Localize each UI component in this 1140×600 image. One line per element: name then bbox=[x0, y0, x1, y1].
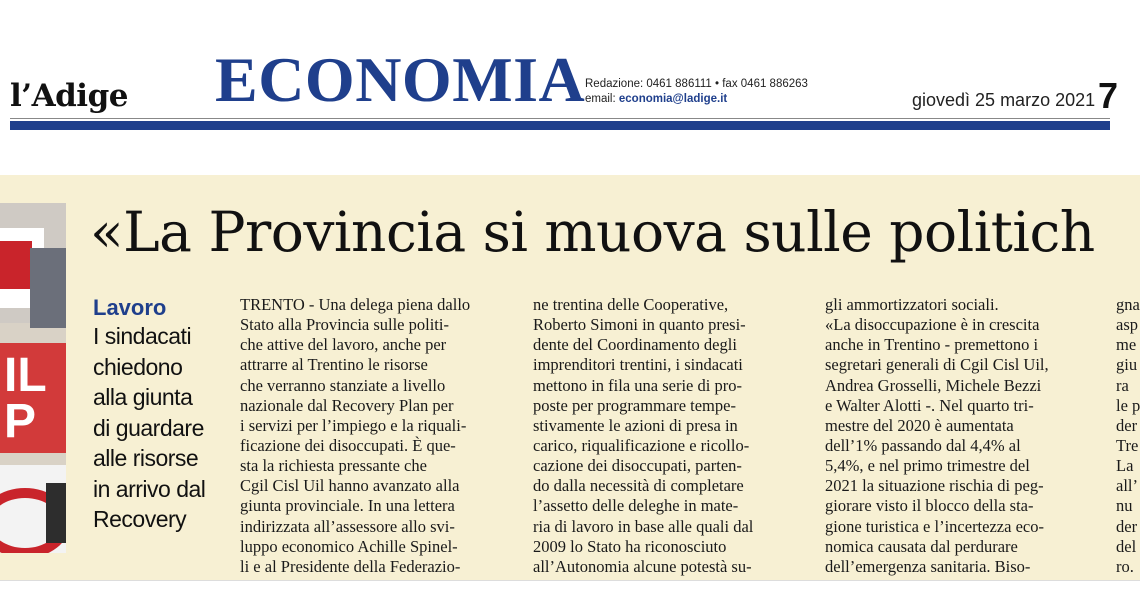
body-text-line: dell’1% passando dal 4,4% al bbox=[825, 435, 1021, 455]
body-column-1 bbox=[240, 295, 515, 577]
article bbox=[0, 175, 1140, 580]
body-text-line: i servizi per l’impiego e la riquali- bbox=[240, 415, 467, 435]
body-text-line: 5,4%, e nel primo trimestre del bbox=[825, 456, 1030, 476]
body-text-line: ficazione dei disoccupati. È que- bbox=[240, 435, 456, 455]
body-text-line: gna bbox=[1116, 295, 1140, 314]
body-text-line: Cgil Cisl Uil hanno avanzato alla bbox=[240, 476, 460, 496]
body-text-line: mestre del 2020 è aumentata bbox=[825, 415, 1014, 435]
body-text-line: anche in Trentino - premettono i bbox=[825, 335, 1039, 355]
body-text-line: Tre bbox=[1116, 435, 1139, 455]
article-subhead bbox=[93, 321, 228, 535]
section-title: ECONOMIA bbox=[215, 44, 586, 115]
body-text-line: 2009 lo Stato ha riconosciuto bbox=[533, 536, 727, 556]
body-text-line: gli ammortizzatori sociali. bbox=[825, 295, 999, 314]
header-rule-thick bbox=[10, 121, 1110, 130]
body-text-line: TRENTO - Una delega piena dallo bbox=[240, 295, 471, 314]
body-text-line: giorare visto il blocco della sta- bbox=[825, 496, 1034, 516]
bottom-divider bbox=[0, 580, 1140, 581]
body-text-line: li e al Presidente della Federazio- bbox=[240, 556, 461, 576]
body-text-line: che verranno stanziate a livello bbox=[240, 375, 446, 395]
body-text-line: dente del Coordinamento degli bbox=[533, 335, 737, 355]
body-text-line: le p bbox=[1116, 395, 1140, 415]
body-text-line: imprenditori trentini, i sindacati bbox=[533, 355, 743, 375]
body-text-line: carico, riqualificazione e ricollo- bbox=[533, 435, 750, 455]
body-text-line: Stato alla Provincia sulle politi- bbox=[240, 315, 449, 335]
body-text-line: ra bbox=[1116, 375, 1129, 395]
body-column-4 bbox=[1116, 295, 1140, 577]
page-number: 7 bbox=[1098, 75, 1119, 116]
body-text-line: giunta provinciale. In una lettera bbox=[240, 496, 455, 516]
contact-info bbox=[585, 77, 808, 107]
body-text-line: La bbox=[1116, 456, 1134, 476]
body-text-line: gione turistica e l’incertezza eco- bbox=[825, 516, 1044, 536]
body-text-line: ria di lavoro in base alle quali dal bbox=[533, 516, 754, 536]
body-text-line: der bbox=[1116, 516, 1138, 536]
email-link[interactable]: economia@ladige.it bbox=[618, 93, 728, 105]
body-text-line: me bbox=[1116, 335, 1137, 355]
article-kicker: Lavoro bbox=[93, 295, 167, 320]
body-text-line: do dalla necessità di completare bbox=[533, 476, 744, 496]
body-text-line: Andrea Grosselli, Michele Bezzi bbox=[825, 375, 1042, 395]
body-text-line: ne trentina delle Cooperative, bbox=[533, 295, 729, 314]
body-text-line: sta la richiesta pressante che bbox=[240, 456, 427, 476]
body-column-2 bbox=[533, 295, 808, 577]
body-text-line: e Walter Alotti -. Nel quarto tri- bbox=[825, 395, 1034, 415]
body-text-line: attrarre al Trentino le risorse bbox=[240, 355, 428, 375]
body-text-line: dell’emergenza sanitaria. Biso- bbox=[825, 556, 1031, 576]
body-text-line: 2021 la situazione rischia di peg- bbox=[825, 476, 1044, 496]
body-text-line: «La disoccupazione è in crescita bbox=[825, 315, 1040, 335]
body-column-3 bbox=[825, 295, 1095, 577]
body-text-line: nomica causata dal perdurare bbox=[825, 536, 1018, 556]
email-line bbox=[585, 92, 808, 107]
body-text-line: asp bbox=[1116, 315, 1138, 335]
body-text-line: ro. bbox=[1116, 556, 1134, 576]
redazione-line: Redazione: 0461 886111 • fax 0461 886263 bbox=[585, 78, 808, 90]
subhead-line: I sindacati bbox=[93, 323, 192, 349]
photo-banner-text: IL P bbox=[4, 349, 47, 448]
body-text-line: del bbox=[1116, 536, 1137, 556]
body-text-line: Roberto Simoni in quanto presi- bbox=[533, 315, 746, 335]
body-text-line: der bbox=[1116, 415, 1138, 435]
body-text-line: giu bbox=[1116, 355, 1138, 375]
body-text-line: stivamente le azioni di presa in bbox=[533, 415, 738, 435]
newspaper-logo: l’Adige bbox=[10, 78, 128, 114]
body-text-line: che attive del lavoro, anche per bbox=[240, 335, 447, 355]
subhead-line: alla giunta bbox=[93, 384, 193, 410]
article-headline: «La Provincia si muova sulle politich bbox=[90, 200, 1095, 264]
body-text-line: nazionale dal Recovery Plan per bbox=[240, 395, 454, 415]
subhead-line: in arrivo dal bbox=[93, 475, 206, 502]
body-text-line: cazione dei disoccupati, parten- bbox=[533, 456, 742, 476]
protest-photo bbox=[0, 203, 66, 553]
issue-date: giovedì 25 marzo 2021 bbox=[912, 90, 1096, 110]
body-text-line: l’assetto delle deleghe in mate- bbox=[533, 496, 739, 516]
header-rule-thin bbox=[10, 118, 1110, 119]
subhead-line: Recovery bbox=[93, 506, 187, 532]
body-text-line: indirizzata all’assessore allo svi- bbox=[240, 516, 455, 536]
body-text-line: segretari generali di Cgil Cisl Uil, bbox=[825, 355, 1049, 375]
email-label: email: bbox=[585, 93, 619, 105]
subhead-line: chiedono bbox=[93, 353, 183, 380]
subhead-line: di guardare bbox=[93, 414, 204, 441]
body-text-line: luppo economico Achille Spinel- bbox=[240, 536, 458, 556]
body-text-line: mettono in fila una serie di pro- bbox=[533, 375, 742, 395]
body-text-line: poste per programmare tempe- bbox=[533, 395, 736, 415]
body-text-line: all’Autonomia alcune potestà su- bbox=[533, 556, 752, 576]
body-text-line: nu bbox=[1116, 496, 1133, 516]
body-text-line: all’ bbox=[1116, 476, 1138, 496]
page-header bbox=[0, 0, 1140, 175]
subhead-line: alle risorse bbox=[93, 445, 199, 471]
